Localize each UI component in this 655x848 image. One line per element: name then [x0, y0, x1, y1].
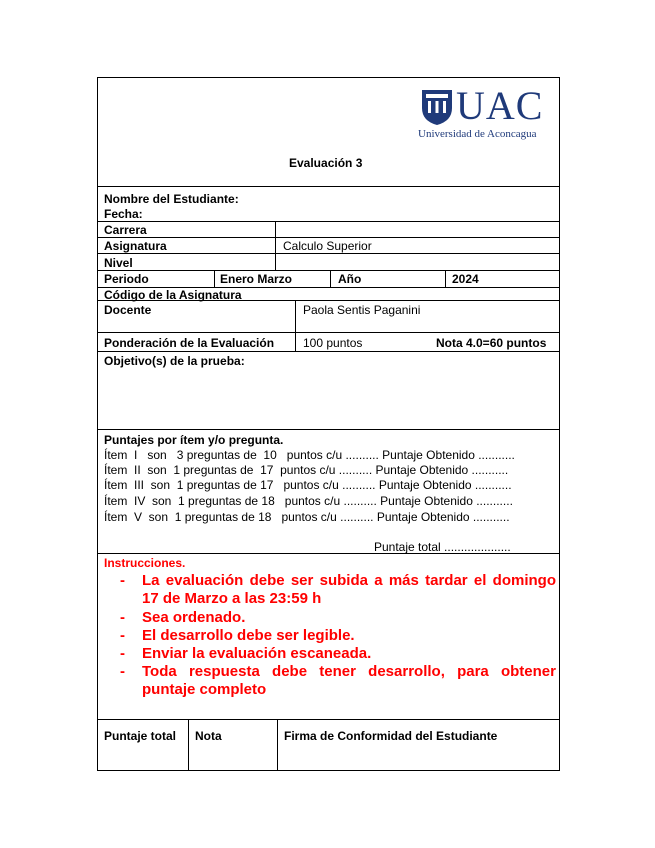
- student-name-label: Nombre del Estudiante:: [104, 192, 239, 206]
- score-item: Ítem IV son 1 preguntas de 18 puntos c/u .......... Puntaje Obtenido ...........: [104, 494, 513, 508]
- weighting-label: Ponderación de la Evaluación: [104, 336, 275, 350]
- university-name: Universidad de Aconcagua: [418, 128, 537, 140]
- date-label: Fecha:: [104, 207, 143, 221]
- footer-total-label: Puntaje total: [104, 729, 177, 743]
- teacher-label: Docente: [104, 303, 152, 317]
- bullet: -: [120, 663, 125, 680]
- year-value: 2024: [452, 272, 479, 286]
- score-item: Ítem V son 1 preguntas de 18 puntos c/u .......... Puntaje Obtenido ...........: [104, 510, 510, 524]
- score-item: Ítem III son 1 preguntas de 17 puntos c/u .......... Puntaje Obtenido ...........: [104, 478, 512, 492]
- period-label: Periodo: [104, 272, 149, 286]
- score-total: Puntaje total ....................: [374, 540, 511, 554]
- instructions-title: Instrucciones.: [104, 556, 186, 570]
- year-label: Año: [338, 272, 362, 286]
- bullet: -: [120, 645, 125, 662]
- subject-label: Asignatura: [104, 239, 167, 253]
- page-title: Evaluación 3: [289, 156, 363, 170]
- grade-rule: Nota 4.0=60 puntos: [436, 336, 547, 350]
- university-logo: [418, 83, 560, 140]
- scores-title: Puntajes por ítem y/o pregunta.: [104, 433, 284, 447]
- career-label: Carrera: [104, 223, 147, 237]
- bullet: -: [120, 609, 125, 626]
- period-value: Enero Marzo: [220, 272, 293, 286]
- evaluation-form: UAC Universidad de Aconcagua Evaluación 3 Nombre del Estudiante: Fecha: Carrera Asignatura Calculo Superior Nivel Periodo Enero Marzo Año 2024 Código de la Asignatura Docente Paola Sentis Paganini Ponderación de la Evaluación 100 puntos Nota 4.0=60 puntos Objetivo(s) de la prueba: Puntajes por ítem y/o pregunta. Ítem I son 3 preguntas de 10 puntos c/u .......... Puntaje Obtenido ........... Ítem II son 1 preguntas de 17 puntos c/u .......... Puntaje Obtenido ........... Ítem III son 1 preguntas de 17 puntos c/u .......... Puntaje Obtenido ........... Ítem IV son 1 preguntas de 18 puntos c/u .......... Puntaje Obtenido ........... Ítem V son 1 preguntas de 18 puntos c/u .......... Puntaje Obtenido ........... Puntaje total .................... Instrucciones. - La evaluación debe ser subida a más tardar el domingo 17 de Marzo a las 23:59 h - Sea ordenado. - El desarrollo debe ser legible. - Enviar la evaluación escaneada. - Toda respuesta debe tener desarrollo, para obtener puntaje completo Puntaje total Nota Firma de Conformidad del Estudiante: [97, 77, 560, 771]
- crest-icon: [420, 88, 454, 126]
- teacher-value: Paola Sentis Paganini: [303, 303, 421, 317]
- course-code-label: Código de la Asignatura: [104, 288, 242, 302]
- score-item: Ítem II son 1 preguntas de 17 puntos c/u .......... Puntaje Obtenido ...........: [104, 463, 509, 477]
- logo-text: UAC: [456, 83, 544, 128]
- signature-label: Firma de Conformidad del Estudiante: [284, 729, 498, 743]
- weighting-value: 100 puntos: [303, 336, 363, 350]
- subject-value: Calculo Superior: [283, 239, 372, 253]
- bullet: -: [120, 572, 125, 589]
- score-item: Ítem I son 3 preguntas de 10 puntos c/u .......... Puntaje Obtenido ...........: [104, 448, 515, 462]
- level-label: Nivel: [104, 256, 133, 270]
- objective-label: Objetivo(s) de la prueba:: [104, 354, 245, 368]
- footer-grade-label: Nota: [195, 729, 222, 743]
- bullet: -: [120, 627, 125, 644]
